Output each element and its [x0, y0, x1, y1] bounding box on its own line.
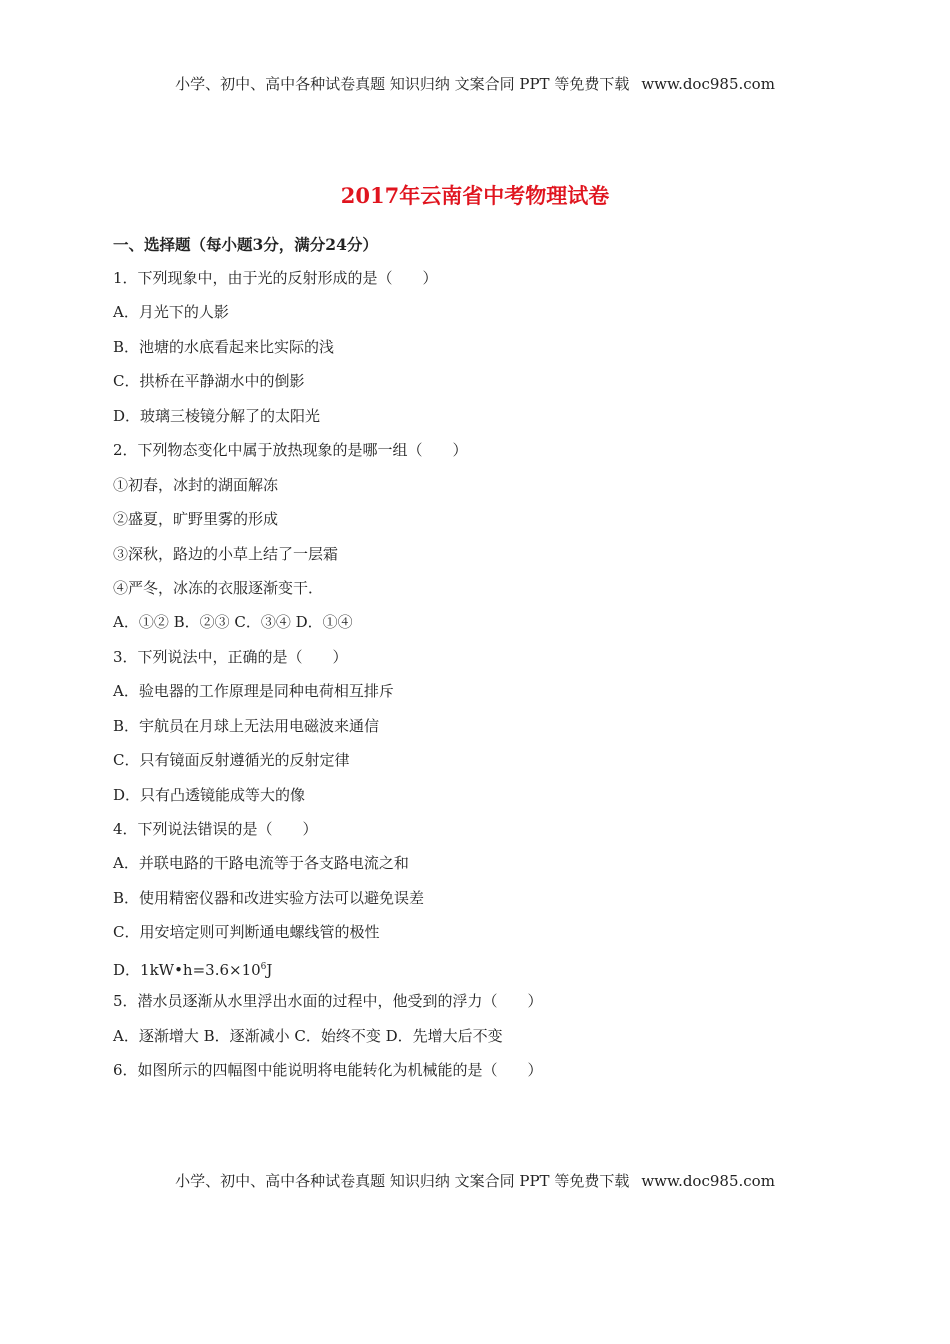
option-line: B．池塘的水底看起来比实际的浅	[113, 337, 335, 356]
statement-line: ②盛夏，旷野里雾的形成	[113, 510, 279, 529]
footer-text: 小学、初中、高中各种试卷真题 知识归纳 文案合同 PPT 等免费下载	[175, 1172, 630, 1190]
option-line: A．逐渐增大 B．逐渐减小 C．始终不变 D．先增大后不变	[113, 1026, 503, 1045]
option-line: B．宇航员在月球上无法用电磁波来通信	[113, 716, 380, 735]
document-title: 2017年云南省中考物理试卷	[340, 183, 610, 208]
option-line: A．月光下的人影	[113, 303, 229, 322]
option-line: B．使用精密仪器和改进实验方法可以避免误差	[113, 888, 425, 907]
statement-line: ④严冬，冰冻的衣服逐渐变干．	[113, 578, 324, 597]
option-line: D．只有凸透镜能成等大的像	[113, 785, 306, 804]
formula-pre: D．1kW•h=3.6×10	[113, 960, 261, 979]
statement-line: ①初春，冰封的湖面解冻	[113, 475, 279, 494]
question-line: 1．下列现象中，由于光的反射形成的是（ ）	[113, 269, 438, 287]
option-line: C．拱桥在平静湖水中的倒影	[113, 372, 305, 391]
statement-line: ③深秋，路边的小草上结了一层霜	[113, 544, 339, 563]
header-url[interactable]: www.doc985.com	[641, 75, 775, 93]
question-line: 6．如图所示的四幅图中能说明将电能转化为机械能的是（ ）	[113, 1061, 543, 1080]
option-line: A．验电器的工作原理是同种电荷相互排斥	[113, 682, 394, 701]
option-line: C．只有镜面反射遵循光的反射定律	[113, 751, 350, 770]
question-line: 4．下列说法错误的是（ ）	[113, 820, 318, 838]
option-line: C．用安培定则可判断通电螺线管的极性	[113, 923, 380, 942]
formula-exponent: 6	[260, 961, 267, 972]
option-line-formula	[113, 950, 543, 984]
option-line: A．并联电路的干路电流等于各支路电流之和	[113, 854, 409, 873]
page-header	[0, 73, 950, 94]
footer-url[interactable]: www.doc985.com	[641, 1172, 775, 1190]
option-line: D．玻璃三棱镜分解了的太阳光	[113, 406, 321, 425]
question-list	[113, 261, 543, 1088]
section-heading: 一、选择题（每小题3分，满分24分）	[113, 235, 378, 254]
formula-post: J	[266, 960, 273, 979]
question-line: 3．下列说法中，正确的是（ ）	[113, 647, 348, 666]
page-footer	[0, 1170, 950, 1191]
question-line: 2．下列物态变化中属于放热现象的是哪一组（ ）	[113, 441, 468, 460]
option-line: A．①② B．②③ C．③④ D．①④	[113, 613, 353, 632]
header-text: 小学、初中、高中各种试卷真题 知识归纳 文案合同 PPT 等免费下载	[175, 75, 630, 93]
question-line: 5．潜水员逐渐从水里浮出水面的过程中，他受到的浮力（ ）	[113, 992, 543, 1011]
